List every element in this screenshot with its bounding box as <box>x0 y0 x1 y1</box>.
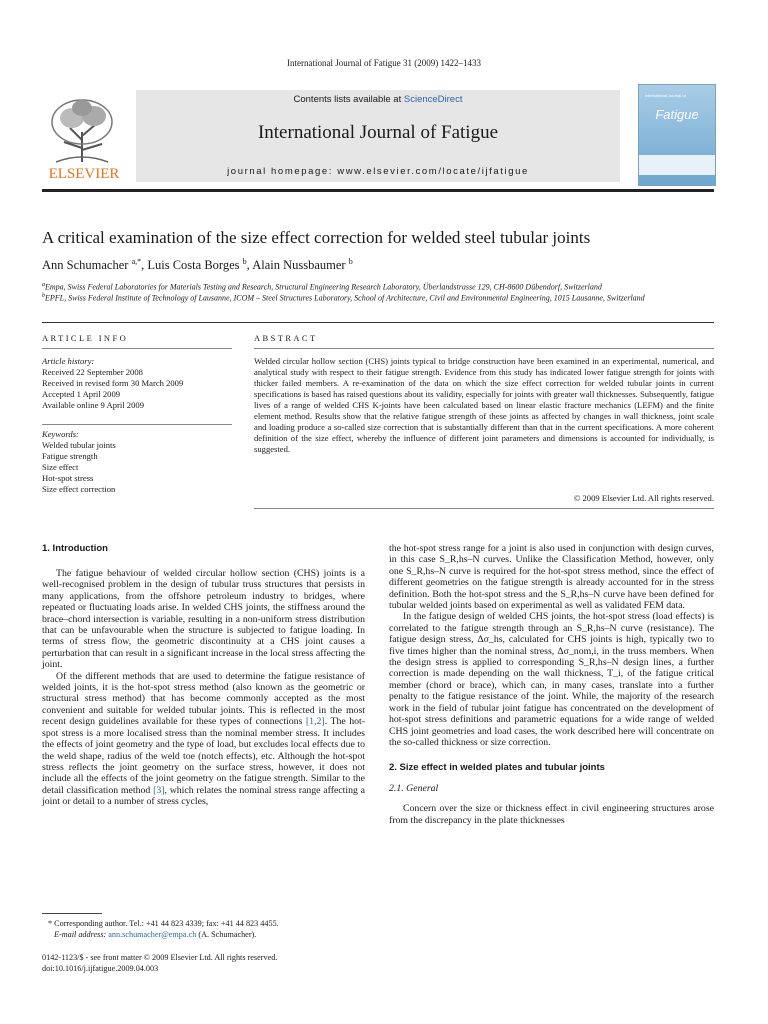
keyword: Hot-spot stress <box>42 473 94 483</box>
paragraph <box>42 671 365 808</box>
author-list <box>42 257 353 273</box>
affiliation-sup: b <box>42 293 45 299</box>
journal-title: International Journal of Fatigue <box>257 122 499 143</box>
divider <box>42 348 232 349</box>
email-line <box>42 930 372 941</box>
history-item: Received 22 September 2008 <box>42 367 143 377</box>
divider <box>42 322 714 323</box>
footnote-rule <box>42 913 102 914</box>
affiliation <box>42 293 722 303</box>
keyword: Welded tubular joints <box>42 440 116 450</box>
abstract-copyright: © 2009 Elsevier Ltd. All rights reserved. <box>573 493 714 503</box>
author-sup[interactable]: b <box>348 257 353 266</box>
body-column-right <box>389 543 714 826</box>
history-item: Available online 9 April 2009 <box>42 400 144 410</box>
author-separator: , <box>246 258 253 273</box>
doi-line[interactable]: doi:10.1016/j.ijfatigue.2009.04.003 <box>42 963 159 973</box>
front-matter <box>42 953 277 974</box>
subsection-heading: 2.1. General <box>389 782 439 794</box>
paragraph: Concern over the size or thickness effect in civil engineering structures arose from the discrepancy in the plate thicknesses <box>389 803 714 826</box>
elsevier-tree-icon <box>42 92 126 182</box>
author-name: Alain Nussbaumer <box>252 258 346 273</box>
footnote <box>42 919 372 940</box>
contents-prefix: Contents lists available at <box>293 94 404 105</box>
divider <box>254 508 714 509</box>
history-item: Received in revised form 30 March 2009 <box>42 378 184 388</box>
masthead-rule <box>42 189 714 192</box>
journal-cover-image[interactable] <box>638 84 716 186</box>
article-title: A critical examination of the size effect correction for welded steel tubular joints <box>42 228 591 247</box>
keyword: Fatigue strength <box>42 451 98 461</box>
reference-link[interactable]: [1,2] <box>305 716 325 728</box>
paragraph: In the fatigue design of welded CHS joints, the hot-spot stress (load effects) is correlated to the fatigue strength through an S_R,hs–N curve (resistance). The fatigue design stress, Δσ_hs, calculated for CHS joints is high, typically two to five times higher than the nominal stress, Δσ_nom,i, in the truss members. When the design stress is applied to corresponding S_R,hs–N design lines, a further correction is made depending on the wall thickness, T_i, of the fatigue critical member (chord or brace), which can, in many cases, translate into a further penalty to the fatigue resistance of the joint. While, the majority of the research work in the field of tubular joint fatigue has concentrated on the development of hot-spot stress definitions and parametric equations for a wide range of welded CHS joint geometries and load cases, the work described here will concentrate on the so-called thickness or size correction. <box>389 611 714 748</box>
cover-band <box>639 155 715 175</box>
paragraph: The fatigue behaviour of welded circular hollow section (CHS) joints is a well-recognised problem in the design of tubular truss structures that persists in many applications, from the offshore petroleum industry to bridges, where repeated or fluctuating loads arise. In welded CHS joints, the stiffness around the brace–chord intersection is variable, resulting in a non-uniform stress distribution that can be unfavourable when the structure is subjected to fatigue loading. In terms of stress flow, the geometric discontinuity at a CHS joint causes a perturbation that can result in a significant increase in the local stress affecting the joint. <box>42 568 365 671</box>
corresponding-author: * Corresponding author. Tel.: +41 44 823 4339; fax: +41 44 823 4455. <box>48 919 279 928</box>
abstract-label: ABSTRACT <box>254 333 318 343</box>
affiliation <box>42 282 722 292</box>
paragraph-text: , which relates the nominal stress range affecting a joint or detail to a number of stress cycles, <box>42 784 366 808</box>
keyword: Size effect <box>42 462 79 472</box>
email-label: E-mail address: <box>54 929 109 939</box>
author-name: Ann Schumacher <box>42 258 129 273</box>
history-item: Accepted 1 April 2009 <box>42 389 121 399</box>
email-suffix: (A. Schumacher). <box>196 929 257 939</box>
affiliation-text: EPFL, Swiss Federal Institute of Technology of Lausanne, ICOM – Steel Structures Laboratory, School of Architecture, Civil and Environmental Engineering, 1015 Lausanne, Switzerland <box>45 293 645 303</box>
paragraph-text: Of the different methods that are used to determine the fatigue resistance of welded joints, it is the hot-spot stress method (also known as the geometric or structural stress method) that has become commonly accepted as the most convenient and suitable for welded tubular joints. This is reflected in the most recent design guidelines available for these types of connections <box>42 670 365 728</box>
body-column-left <box>42 568 365 808</box>
sciencedirect-link[interactable]: ScienceDirect <box>403 94 463 105</box>
divider <box>254 348 714 349</box>
abstract-text: Welded circular hollow section (CHS) joints typical to bridge construction have been examined in an experimental, numerical, and analytical study with respect to their fatigue strength. Evidence from this study has indicated lower fatigue strength for joints with thicker failed members. A re-examination of the data on which the size effect correction for welded tubular joints in current specifications is based has raised questions about its validity, especially for joints with greater wall thicknesses. Subsequently, fatigue lives of a range of welded CHS K-joints have been calculated based on linear elastic fracture mechanics (LEFM) and the finite element method. Results show that the relative fatigue strength of these joints as affected by changes in wall thickness, joint scale and loading produce a so-called size correction that is substantially different than that in the current specifications. A more coherent definition of the size effect, whereby the influence of different joint parameters and dimensions is accounted for individually, is suggested. <box>254 356 714 455</box>
paragraph-text: . The hot-spot stress is a more localised stress than the nominal member stress. It includes the effects of joint geometry and the type of load, but excludes local effects due to the weld shape, radius of the weld toe (notch effects), etc. Although the hot-spot stress reflects the joint geometry on the surface stress, however, it does not include all the effects of the joint geometry on the fatigue strength. Similar to the detail classification method <box>42 716 365 796</box>
section-heading-2: 2. Size effect in welded plates and tubular joints <box>389 762 605 774</box>
author-sup[interactable]: b <box>242 257 247 266</box>
journal-citation: International Journal of Fatigue 31 (2009) 1422–1433 <box>287 58 481 68</box>
email-link[interactable]: ann.schumacher@empa.ch <box>108 929 197 939</box>
author-sup[interactable]: a,* <box>131 257 142 266</box>
article-info-label: ARTICLE INFO <box>42 333 129 343</box>
affiliation-text: Empa, Swiss Federal Laboratories for Materials Testing and Research, Structural Engineering Research Laboratory, Überlandstrasse 129, CH-8600 Dübendorf, Switzerland <box>45 282 602 292</box>
cover-title: Fatigue <box>655 107 699 122</box>
cover-subtitle: International Journal of <box>645 93 686 98</box>
author-separator: , <box>141 258 148 273</box>
history-label: Article history: <box>42 356 95 366</box>
paragraph: the hot-spot stress range for a joint is also used in conjunction with design curves, in this case S_R,hs–N curves. Unlike the Classification Method, however, only one S_R,hs–N curve is required for the hot-spot stress method, since the effect of different geometries on the fatigue strength is already accounted for in the stress definition. Both the hot-spot stress and the S_R,hs–N curve have been defined for tubular welded joints based on experimental as well as validated FEM data. <box>389 543 714 612</box>
reference-link[interactable]: [3] <box>153 784 165 796</box>
journal-homepage[interactable]: journal homepage: www.elsevier.com/locate/ijfatigue <box>227 166 529 177</box>
affiliation-sup: a <box>42 282 45 288</box>
article-info <box>42 356 232 495</box>
keywords-label: Keywords: <box>42 429 79 439</box>
contents-line <box>136 94 620 105</box>
author-name: Luis Costa Borges <box>147 258 240 273</box>
elsevier-logo[interactable] <box>42 92 126 182</box>
section-heading-1: 1. Introduction <box>42 543 108 554</box>
keyword: Size effect correction <box>42 484 116 494</box>
publisher-name: ELSEVIER <box>48 166 120 182</box>
issn-line: 0142-1123/$ - see front matter © 2009 Elsevier Ltd. All rights reserved. <box>42 953 278 962</box>
